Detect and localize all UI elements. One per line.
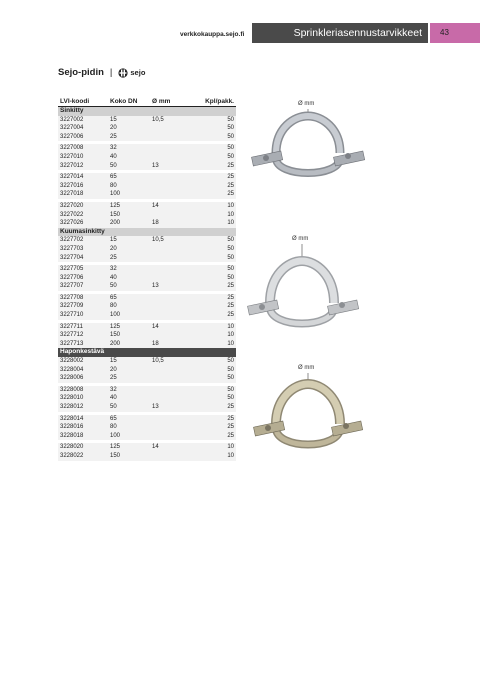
table-row (58, 311, 236, 321)
cell-lvi-code: 3227012 (58, 162, 108, 172)
table-row (58, 357, 236, 366)
table-row (58, 432, 236, 442)
cell-qty: 50 (196, 143, 236, 153)
cell-diameter: 18 (150, 219, 196, 228)
cell-qty: 50 (196, 133, 236, 143)
cell-size: 15 (108, 236, 150, 245)
table-row (58, 442, 236, 452)
cell-qty: 25 (196, 282, 236, 292)
cell-diameter (150, 172, 196, 182)
cell-lvi-code: 3228020 (58, 442, 108, 452)
cell-diameter (150, 274, 196, 283)
section-title: Kuumasinkitty (58, 228, 236, 237)
cell-diameter: 10,5 (150, 116, 196, 125)
table-row (58, 162, 236, 172)
cell-size: 100 (108, 190, 150, 200)
table-row (58, 200, 236, 210)
cell-size: 125 (108, 442, 150, 452)
cell-diameter (150, 124, 196, 133)
cell-diameter (150, 292, 196, 302)
website-url[interactable]: verkkokauppa.sejo.fi (180, 31, 245, 38)
cell-size: 65 (108, 172, 150, 182)
cell-qty: 10 (196, 340, 236, 349)
cell-lvi-code: 3227703 (58, 245, 108, 254)
cell-lvi-code: 3227022 (58, 211, 108, 220)
cell-diameter: 10,5 (150, 357, 196, 366)
cell-diameter: 14 (150, 321, 196, 331)
cell-diameter (150, 254, 196, 264)
cell-qty: 10 (196, 211, 236, 220)
table-row (58, 340, 236, 349)
cell-size: 150 (108, 452, 150, 461)
cell-lvi-code: 3228012 (58, 403, 108, 413)
cell-diameter (150, 394, 196, 403)
cell-qty: 25 (196, 311, 236, 321)
cell-diameter: 14 (150, 442, 196, 452)
cell-size: 80 (108, 423, 150, 432)
cell-qty: 50 (196, 245, 236, 254)
diameter-label: Ø mm (298, 101, 315, 107)
cell-diameter (150, 245, 196, 254)
cell-diameter (150, 182, 196, 191)
cell-lvi-code: 3227016 (58, 182, 108, 191)
table-row (58, 423, 236, 432)
cell-qty: 25 (196, 432, 236, 442)
cell-lvi-code: 3227008 (58, 143, 108, 153)
product-image-zinc (240, 98, 370, 188)
product-name: Sejo-pidin (58, 67, 104, 78)
cell-diameter (150, 211, 196, 220)
table-row (58, 133, 236, 143)
table-header-row (58, 97, 236, 107)
cell-size: 32 (108, 264, 150, 274)
cell-diameter (150, 153, 196, 162)
section-header-row (58, 348, 236, 357)
table-row (58, 394, 236, 403)
section-title: Sinkitty (58, 107, 236, 116)
cell-qty: 25 (196, 172, 236, 182)
cell-lvi-code: 3227020 (58, 200, 108, 210)
table-row (58, 211, 236, 220)
table-row (58, 374, 236, 384)
cell-qty: 50 (196, 153, 236, 162)
cell-lvi-code: 3227018 (58, 190, 108, 200)
col-header-size: Koko DN (108, 97, 150, 107)
cell-size: 20 (108, 245, 150, 254)
cell-qty: 10 (196, 321, 236, 331)
pipe-clamp-illustration (248, 362, 378, 457)
cell-qty: 25 (196, 423, 236, 432)
table-row (58, 282, 236, 292)
cell-qty: 50 (196, 374, 236, 384)
table-body (58, 107, 236, 461)
cell-size: 65 (108, 292, 150, 302)
table-row (58, 116, 236, 125)
cell-lvi-code: 3228006 (58, 374, 108, 384)
cell-size: 150 (108, 331, 150, 340)
col-header-code: LVI-koodi (58, 97, 108, 107)
col-header-diameter: Ø mm (150, 97, 196, 107)
cell-size: 50 (108, 282, 150, 292)
cell-lvi-code: 3228022 (58, 452, 108, 461)
pipe-clamp-illustration (240, 233, 370, 333)
table-row (58, 302, 236, 311)
cell-lvi-code: 3227004 (58, 124, 108, 133)
cell-qty: 50 (196, 124, 236, 133)
table-row (58, 384, 236, 394)
cell-lvi-code: 3228004 (58, 366, 108, 375)
table-row (58, 153, 236, 162)
section-header-row (58, 228, 236, 237)
cell-diameter (150, 452, 196, 461)
sejo-logo-icon (118, 68, 128, 78)
cell-qty: 50 (196, 236, 236, 245)
brand-name: sejo (130, 68, 146, 77)
cell-qty: 10 (196, 219, 236, 228)
cell-qty: 25 (196, 190, 236, 200)
cell-size: 15 (108, 116, 150, 125)
cell-qty: 50 (196, 254, 236, 264)
cell-qty: 25 (196, 413, 236, 423)
product-table (58, 97, 236, 461)
cell-lvi-code: 3227006 (58, 133, 108, 143)
cell-lvi-code: 3227712 (58, 331, 108, 340)
table-row (58, 143, 236, 153)
diameter-label: Ø mm (298, 365, 315, 371)
cell-lvi-code: 3227711 (58, 321, 108, 331)
cell-lvi-code: 3227708 (58, 292, 108, 302)
cell-qty: 50 (196, 264, 236, 274)
cell-diameter (150, 143, 196, 153)
product-image-stainless (248, 362, 378, 457)
cell-size: 100 (108, 432, 150, 442)
table-row (58, 413, 236, 423)
cell-size: 32 (108, 143, 150, 153)
cell-qty: 25 (196, 162, 236, 172)
cell-lvi-code: 3228010 (58, 394, 108, 403)
page-number: 43 (430, 23, 480, 43)
cell-size: 50 (108, 403, 150, 413)
cell-lvi-code: 3228016 (58, 423, 108, 432)
cell-diameter (150, 302, 196, 311)
cell-lvi-code: 3228008 (58, 384, 108, 394)
cell-diameter (150, 384, 196, 394)
table-row (58, 292, 236, 302)
cell-qty: 25 (196, 182, 236, 191)
table-row (58, 321, 236, 331)
brand-logo (118, 66, 145, 80)
cell-size: 25 (108, 133, 150, 143)
cell-lvi-code: 3227026 (58, 219, 108, 228)
table-row (58, 190, 236, 200)
cell-diameter (150, 374, 196, 384)
pipe-clamp-illustration (240, 98, 370, 188)
cell-qty: 50 (196, 357, 236, 366)
cell-diameter (150, 190, 196, 200)
cell-lvi-code: 3227010 (58, 153, 108, 162)
cell-qty: 25 (196, 403, 236, 413)
cell-diameter: 13 (150, 162, 196, 172)
cell-lvi-code: 3227704 (58, 254, 108, 264)
cell-lvi-code: 3227710 (58, 311, 108, 321)
cell-lvi-code: 3228018 (58, 432, 108, 442)
cell-diameter (150, 423, 196, 432)
product-image-hot-dip (240, 233, 370, 333)
title-separator: | (109, 67, 113, 78)
cell-diameter: 13 (150, 403, 196, 413)
cell-diameter: 18 (150, 340, 196, 349)
cell-qty: 50 (196, 384, 236, 394)
cell-qty: 10 (196, 331, 236, 340)
cell-size: 80 (108, 302, 150, 311)
cell-size: 200 (108, 340, 150, 349)
cell-qty: 50 (196, 274, 236, 283)
table-row (58, 274, 236, 283)
cell-qty: 25 (196, 292, 236, 302)
cell-size: 40 (108, 153, 150, 162)
cell-qty: 50 (196, 116, 236, 125)
cell-diameter (150, 366, 196, 375)
cell-lvi-code: 3227002 (58, 116, 108, 125)
cell-size: 200 (108, 219, 150, 228)
cell-lvi-code: 3227706 (58, 274, 108, 283)
cell-size: 40 (108, 274, 150, 283)
table-row (58, 219, 236, 228)
cell-qty: 10 (196, 452, 236, 461)
table-row (58, 264, 236, 274)
table-row (58, 182, 236, 191)
cell-size: 25 (108, 254, 150, 264)
cell-lvi-code: 3227709 (58, 302, 108, 311)
cell-diameter (150, 432, 196, 442)
cell-qty: 25 (196, 302, 236, 311)
cell-size: 65 (108, 413, 150, 423)
cell-size: 100 (108, 311, 150, 321)
diameter-label: Ø mm (292, 236, 309, 242)
cell-size: 125 (108, 200, 150, 210)
cell-qty: 50 (196, 394, 236, 403)
cell-size: 80 (108, 182, 150, 191)
cell-lvi-code: 3227705 (58, 264, 108, 274)
cell-qty: 10 (196, 442, 236, 452)
cell-size: 32 (108, 384, 150, 394)
table-row (58, 124, 236, 133)
cell-qty: 50 (196, 366, 236, 375)
cell-diameter (150, 331, 196, 340)
table-row (58, 331, 236, 340)
product-title (58, 66, 145, 80)
cell-lvi-code: 3227713 (58, 340, 108, 349)
cell-qty: 10 (196, 200, 236, 210)
category-header: Sprinkleriasennustarvikkeet (252, 23, 428, 43)
cell-diameter (150, 413, 196, 423)
cell-size: 20 (108, 366, 150, 375)
cell-lvi-code: 3227014 (58, 172, 108, 182)
cell-diameter: 14 (150, 200, 196, 210)
table-row (58, 366, 236, 375)
cell-diameter (150, 311, 196, 321)
section-header-row (58, 107, 236, 116)
cell-size: 50 (108, 162, 150, 172)
table-row (58, 452, 236, 461)
cell-lvi-code: 3228002 (58, 357, 108, 366)
cell-lvi-code: 3227702 (58, 236, 108, 245)
col-header-qty: Kpl/pakk. (196, 97, 236, 107)
cell-diameter (150, 264, 196, 274)
cell-size: 20 (108, 124, 150, 133)
section-title: Haponkestävä (58, 348, 236, 357)
table-row (58, 172, 236, 182)
cell-size: 15 (108, 357, 150, 366)
cell-diameter: 10,5 (150, 236, 196, 245)
cell-lvi-code: 3227707 (58, 282, 108, 292)
cell-size: 25 (108, 374, 150, 384)
cell-size: 125 (108, 321, 150, 331)
cell-diameter (150, 133, 196, 143)
cell-lvi-code: 3228014 (58, 413, 108, 423)
table-row (58, 245, 236, 254)
table-row (58, 254, 236, 264)
cell-diameter: 13 (150, 282, 196, 292)
cell-size: 40 (108, 394, 150, 403)
table-row (58, 403, 236, 413)
table-row (58, 236, 236, 245)
cell-size: 150 (108, 211, 150, 220)
